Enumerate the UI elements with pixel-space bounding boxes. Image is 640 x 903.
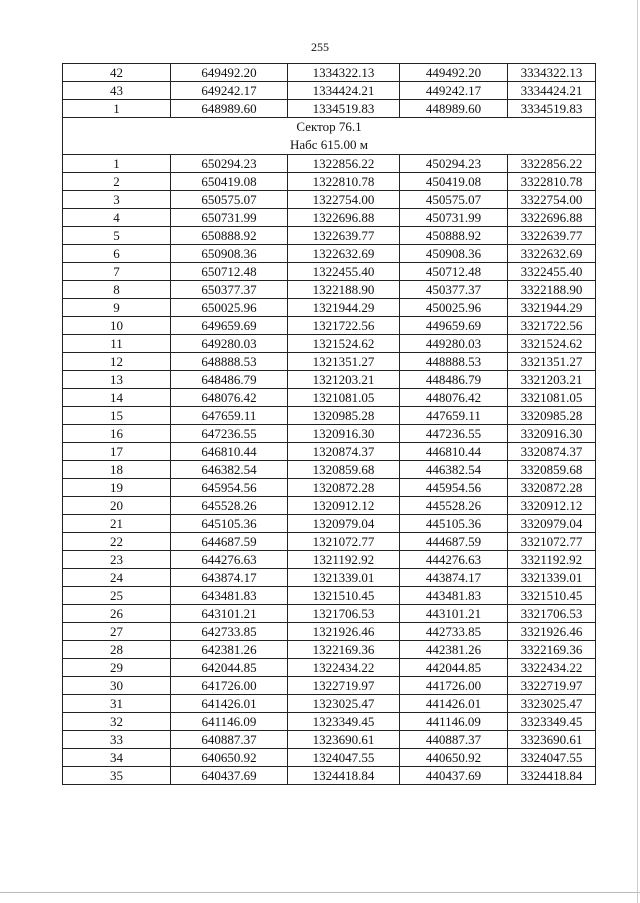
x-coordinate-cell: 649280.03	[171, 335, 288, 353]
y-local-cell: 3321706.53	[508, 605, 596, 623]
x-coordinate-cell: 642044.85	[171, 659, 288, 677]
table-row	[63, 299, 596, 317]
x-coordinate-cell: 647659.11	[171, 407, 288, 425]
x-local-cell: 449280.03	[400, 335, 508, 353]
x-coordinate-cell: 640650.92	[171, 749, 288, 767]
y-coordinate-cell: 1334424.21	[288, 82, 400, 100]
y-local-cell: 3322455.40	[508, 263, 596, 281]
y-local-cell: 3322632.69	[508, 245, 596, 263]
x-local-cell: 442733.85	[400, 623, 508, 641]
x-coordinate-cell: 650908.36	[171, 245, 288, 263]
point-number-cell: 20	[63, 497, 171, 515]
point-number-cell: 19	[63, 479, 171, 497]
x-local-cell: 450908.36	[400, 245, 508, 263]
point-number-cell: 22	[63, 533, 171, 551]
x-coordinate-cell: 650294.23	[171, 155, 288, 173]
x-coordinate-cell: 648989.60	[171, 100, 288, 118]
y-coordinate-cell: 1321510.45	[288, 587, 400, 605]
y-local-cell: 3321339.01	[508, 569, 596, 587]
point-number-cell: 28	[63, 641, 171, 659]
table-row	[63, 515, 596, 533]
point-number-cell: 12	[63, 353, 171, 371]
x-local-cell: 450377.37	[400, 281, 508, 299]
x-local-cell: 447236.55	[400, 425, 508, 443]
table-body-before-sector	[63, 64, 596, 118]
point-number-cell: 13	[63, 371, 171, 389]
x-local-cell: 450575.07	[400, 191, 508, 209]
x-local-cell: 441426.01	[400, 695, 508, 713]
y-local-cell: 3322188.90	[508, 281, 596, 299]
y-coordinate-cell: 1322639.77	[288, 227, 400, 245]
y-coordinate-cell: 1322754.00	[288, 191, 400, 209]
table-row	[63, 227, 596, 245]
y-coordinate-cell: 1320872.28	[288, 479, 400, 497]
x-local-cell: 450419.08	[400, 173, 508, 191]
y-local-cell: 3322434.22	[508, 659, 596, 677]
x-local-cell: 446810.44	[400, 443, 508, 461]
y-local-cell: 3320874.37	[508, 443, 596, 461]
x-local-cell: 442044.85	[400, 659, 508, 677]
table-row	[63, 695, 596, 713]
table-row	[63, 749, 596, 767]
table-row	[63, 353, 596, 371]
table-row	[63, 371, 596, 389]
y-coordinate-cell: 1322434.22	[288, 659, 400, 677]
y-local-cell: 3320912.12	[508, 497, 596, 515]
x-local-cell: 449242.17	[400, 82, 508, 100]
x-coordinate-cell: 649659.69	[171, 317, 288, 335]
table-row	[63, 605, 596, 623]
y-coordinate-cell: 1322169.36	[288, 641, 400, 659]
table-row	[63, 82, 596, 100]
point-number-cell: 29	[63, 659, 171, 677]
y-coordinate-cell: 1322856.22	[288, 155, 400, 173]
point-number-cell: 1	[63, 155, 171, 173]
y-coordinate-cell: 1322455.40	[288, 263, 400, 281]
x-coordinate-cell: 647236.55	[171, 425, 288, 443]
y-local-cell: 3321072.77	[508, 533, 596, 551]
y-local-cell: 3322810.78	[508, 173, 596, 191]
x-coordinate-cell: 644687.59	[171, 533, 288, 551]
point-number-cell: 27	[63, 623, 171, 641]
y-coordinate-cell: 1323025.47	[288, 695, 400, 713]
x-local-cell: 441146.09	[400, 713, 508, 731]
sector-subtitle: Набс 615.00 м	[289, 137, 369, 152]
sector-cell	[63, 118, 596, 155]
x-coordinate-cell: 649242.17	[171, 82, 288, 100]
x-local-cell: 444276.63	[400, 551, 508, 569]
point-number-cell: 14	[63, 389, 171, 407]
x-coordinate-cell: 646810.44	[171, 443, 288, 461]
y-coordinate-cell: 1320874.37	[288, 443, 400, 461]
point-number-cell: 10	[63, 317, 171, 335]
y-coordinate-cell: 1321926.46	[288, 623, 400, 641]
y-local-cell: 3334424.21	[508, 82, 596, 100]
x-local-cell: 443101.21	[400, 605, 508, 623]
table-row	[63, 551, 596, 569]
table-row	[63, 767, 596, 785]
table-row	[63, 100, 596, 118]
x-coordinate-cell: 641426.01	[171, 695, 288, 713]
y-coordinate-cell: 1334322.13	[288, 64, 400, 82]
x-local-cell: 450712.48	[400, 263, 508, 281]
table-row	[63, 245, 596, 263]
table-row	[63, 191, 596, 209]
x-coordinate-cell: 649492.20	[171, 64, 288, 82]
point-number-cell: 26	[63, 605, 171, 623]
y-coordinate-cell: 1322632.69	[288, 245, 400, 263]
y-local-cell: 3321524.62	[508, 335, 596, 353]
y-coordinate-cell: 1322719.97	[288, 677, 400, 695]
x-local-cell: 449659.69	[400, 317, 508, 335]
table-row	[63, 533, 596, 551]
x-local-cell: 448989.60	[400, 100, 508, 118]
page-number: 255	[311, 40, 329, 54]
x-local-cell: 443481.83	[400, 587, 508, 605]
x-local-cell: 450294.23	[400, 155, 508, 173]
x-coordinate-cell: 645105.36	[171, 515, 288, 533]
x-coordinate-cell: 643874.17	[171, 569, 288, 587]
y-coordinate-cell: 1323690.61	[288, 731, 400, 749]
x-local-cell: 448076.42	[400, 389, 508, 407]
y-coordinate-cell: 1321944.29	[288, 299, 400, 317]
table-row	[63, 497, 596, 515]
y-local-cell: 3334519.83	[508, 100, 596, 118]
table-row	[63, 64, 596, 82]
x-coordinate-cell: 643101.21	[171, 605, 288, 623]
y-local-cell: 3322639.77	[508, 227, 596, 245]
x-coordinate-cell: 645954.56	[171, 479, 288, 497]
x-local-cell: 447659.11	[400, 407, 508, 425]
x-coordinate-cell: 642733.85	[171, 623, 288, 641]
x-coordinate-cell: 641146.09	[171, 713, 288, 731]
x-local-cell: 450888.92	[400, 227, 508, 245]
table-body-after-sector	[63, 155, 596, 785]
y-local-cell: 3321510.45	[508, 587, 596, 605]
y-local-cell: 3321203.21	[508, 371, 596, 389]
x-local-cell: 450025.96	[400, 299, 508, 317]
table-row	[63, 623, 596, 641]
point-number-cell: 30	[63, 677, 171, 695]
table-row	[63, 155, 596, 173]
y-coordinate-cell: 1321081.05	[288, 389, 400, 407]
table-row	[63, 389, 596, 407]
table-row	[63, 425, 596, 443]
x-coordinate-cell: 650712.48	[171, 263, 288, 281]
point-number-cell: 34	[63, 749, 171, 767]
table-row	[63, 461, 596, 479]
x-local-cell: 445105.36	[400, 515, 508, 533]
point-number-cell: 16	[63, 425, 171, 443]
y-local-cell: 3321081.05	[508, 389, 596, 407]
sector-row	[63, 118, 596, 155]
y-local-cell: 3323025.47	[508, 695, 596, 713]
y-coordinate-cell: 1321524.62	[288, 335, 400, 353]
y-local-cell: 3323690.61	[508, 731, 596, 749]
x-coordinate-cell: 644276.63	[171, 551, 288, 569]
point-number-cell: 18	[63, 461, 171, 479]
y-local-cell: 3320859.68	[508, 461, 596, 479]
y-coordinate-cell: 1320912.12	[288, 497, 400, 515]
x-coordinate-cell: 650888.92	[171, 227, 288, 245]
y-local-cell: 3321944.29	[508, 299, 596, 317]
x-local-cell: 440887.37	[400, 731, 508, 749]
table-row	[63, 587, 596, 605]
y-local-cell: 3324418.84	[508, 767, 596, 785]
y-coordinate-cell: 1321706.53	[288, 605, 400, 623]
point-number-cell: 32	[63, 713, 171, 731]
y-coordinate-cell: 1321351.27	[288, 353, 400, 371]
table-row	[63, 263, 596, 281]
y-coordinate-cell: 1320979.04	[288, 515, 400, 533]
point-number-cell: 3	[63, 191, 171, 209]
table-row	[63, 479, 596, 497]
x-local-cell: 448486.79	[400, 371, 508, 389]
y-local-cell: 3321722.56	[508, 317, 596, 335]
y-coordinate-cell: 1320859.68	[288, 461, 400, 479]
x-local-cell: 445954.56	[400, 479, 508, 497]
y-local-cell: 3321192.92	[508, 551, 596, 569]
x-coordinate-cell: 650575.07	[171, 191, 288, 209]
point-number-cell: 1	[63, 100, 171, 118]
point-number-cell: 31	[63, 695, 171, 713]
x-coordinate-cell: 650731.99	[171, 209, 288, 227]
x-coordinate-cell: 640887.37	[171, 731, 288, 749]
x-coordinate-cell: 650419.08	[171, 173, 288, 191]
point-number-cell: 24	[63, 569, 171, 587]
x-local-cell: 446382.54	[400, 461, 508, 479]
y-coordinate-cell: 1321722.56	[288, 317, 400, 335]
scan-edge-bottom	[0, 892, 640, 893]
point-number-cell: 23	[63, 551, 171, 569]
scan-edge-right	[637, 0, 638, 903]
y-local-cell: 3322719.97	[508, 677, 596, 695]
x-coordinate-cell: 646382.54	[171, 461, 288, 479]
y-local-cell: 3322754.00	[508, 191, 596, 209]
y-coordinate-cell: 1320985.28	[288, 407, 400, 425]
table-row	[63, 443, 596, 461]
y-coordinate-cell: 1321192.92	[288, 551, 400, 569]
x-local-cell: 442381.26	[400, 641, 508, 659]
point-number-cell: 25	[63, 587, 171, 605]
table-row	[63, 407, 596, 425]
y-local-cell: 3322856.22	[508, 155, 596, 173]
x-local-cell: 440650.92	[400, 749, 508, 767]
x-coordinate-cell: 648076.42	[171, 389, 288, 407]
y-coordinate-cell: 1321203.21	[288, 371, 400, 389]
x-local-cell: 445528.26	[400, 497, 508, 515]
table-row	[63, 713, 596, 731]
table-row	[63, 569, 596, 587]
x-local-cell: 441726.00	[400, 677, 508, 695]
table-row	[63, 677, 596, 695]
point-number-cell: 6	[63, 245, 171, 263]
x-coordinate-cell: 648486.79	[171, 371, 288, 389]
y-coordinate-cell: 1324418.84	[288, 767, 400, 785]
table-row	[63, 281, 596, 299]
y-local-cell: 3321926.46	[508, 623, 596, 641]
x-coordinate-cell: 643481.83	[171, 587, 288, 605]
point-number-cell: 5	[63, 227, 171, 245]
y-local-cell: 3322169.36	[508, 641, 596, 659]
x-local-cell: 444687.59	[400, 533, 508, 551]
y-coordinate-cell: 1322188.90	[288, 281, 400, 299]
table-row	[63, 173, 596, 191]
y-coordinate-cell: 1322696.88	[288, 209, 400, 227]
y-local-cell: 3320985.28	[508, 407, 596, 425]
table-row	[63, 317, 596, 335]
point-number-cell: 17	[63, 443, 171, 461]
x-coordinate-cell: 642381.26	[171, 641, 288, 659]
point-number-cell: 11	[63, 335, 171, 353]
table-row	[63, 731, 596, 749]
sector-title: Сектор 76.1	[296, 119, 362, 134]
point-number-cell: 33	[63, 731, 171, 749]
x-local-cell: 443874.17	[400, 569, 508, 587]
x-coordinate-cell: 645528.26	[171, 497, 288, 515]
y-coordinate-cell: 1320916.30	[288, 425, 400, 443]
x-coordinate-cell: 640437.69	[171, 767, 288, 785]
point-number-cell: 2	[63, 173, 171, 191]
point-number-cell: 8	[63, 281, 171, 299]
point-number-cell: 4	[63, 209, 171, 227]
y-local-cell: 3322696.88	[508, 209, 596, 227]
table-row	[63, 659, 596, 677]
y-coordinate-cell: 1321339.01	[288, 569, 400, 587]
table-row	[63, 335, 596, 353]
x-local-cell: 440437.69	[400, 767, 508, 785]
point-number-cell: 21	[63, 515, 171, 533]
sector-header	[63, 118, 596, 155]
y-local-cell: 3321351.27	[508, 353, 596, 371]
point-number-cell: 7	[63, 263, 171, 281]
y-coordinate-cell: 1334519.83	[288, 100, 400, 118]
x-coordinate-cell: 650025.96	[171, 299, 288, 317]
point-number-cell: 42	[63, 64, 171, 82]
y-local-cell: 3334322.13	[508, 64, 596, 82]
y-local-cell: 3323349.45	[508, 713, 596, 731]
y-local-cell: 3320979.04	[508, 515, 596, 533]
point-number-cell: 35	[63, 767, 171, 785]
x-coordinate-cell: 648888.53	[171, 353, 288, 371]
y-local-cell: 3320916.30	[508, 425, 596, 443]
point-number-cell: 15	[63, 407, 171, 425]
table-row	[63, 641, 596, 659]
x-local-cell: 450731.99	[400, 209, 508, 227]
point-number-cell: 9	[63, 299, 171, 317]
y-coordinate-cell: 1322810.78	[288, 173, 400, 191]
x-local-cell: 449492.20	[400, 64, 508, 82]
coordinates-table	[62, 63, 596, 785]
y-coordinate-cell: 1323349.45	[288, 713, 400, 731]
y-coordinate-cell: 1321072.77	[288, 533, 400, 551]
x-coordinate-cell: 641726.00	[171, 677, 288, 695]
x-local-cell: 448888.53	[400, 353, 508, 371]
y-coordinate-cell: 1324047.55	[288, 749, 400, 767]
x-coordinate-cell: 650377.37	[171, 281, 288, 299]
y-local-cell: 3324047.55	[508, 749, 596, 767]
point-number-cell: 43	[63, 82, 171, 100]
y-local-cell: 3320872.28	[508, 479, 596, 497]
table-row	[63, 209, 596, 227]
